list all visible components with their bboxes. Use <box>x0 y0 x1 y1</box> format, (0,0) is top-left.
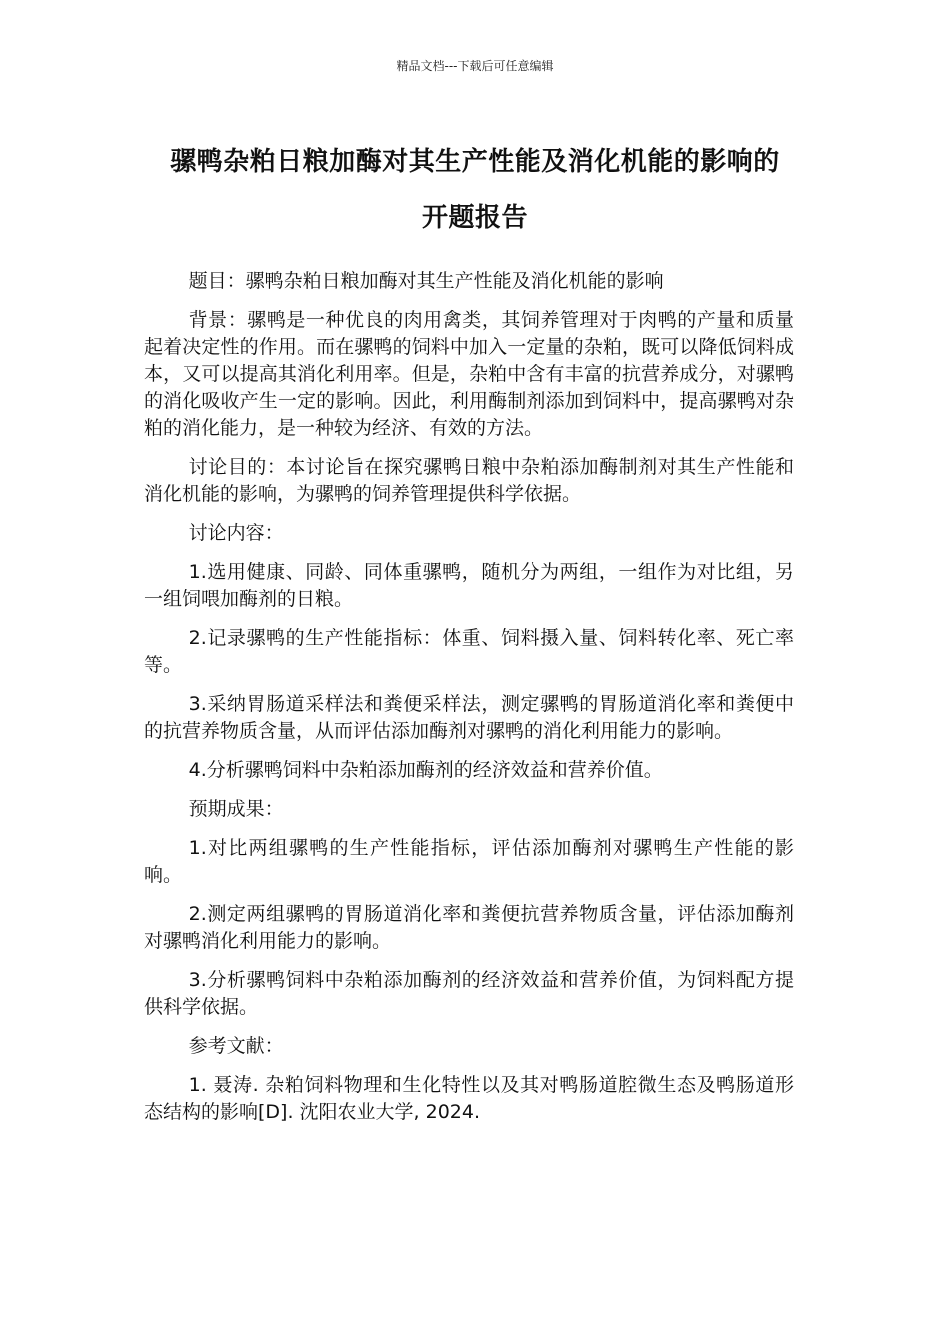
header-note: 精品文档---下载后可任意编辑 <box>396 59 554 73</box>
title-line-1: 骡鸭杂粕日粮加酶对其生产性能及消化机能的影响的 <box>170 147 780 177</box>
paragraph-content-heading: 讨论内容： <box>188 522 284 544</box>
paragraph-reference-1: 1. 聂涛. 杂粕饲料物理和生化特性以及其对鸭肠道腔微生态及鸭肠道形态结构的影响[D]. 沈阳农业大学, 2024. <box>144 1074 794 1123</box>
title-line-2: 开题报告 <box>421 203 528 233</box>
document-title <box>130 134 820 246</box>
document-body <box>144 268 794 1138</box>
paragraph-content-item-1: 1.选用健康、同龄、同体重骡鸭，随机分为两组，一组作为对比组，另一组饲喂加酶剂的日粮。 <box>144 561 794 610</box>
paragraph-results-item-2: 2.测定两组骡鸭的胃肠道消化率和粪便抗营养物质含量，评估添加酶剂对骡鸭消化利用能力的影响。 <box>144 903 794 952</box>
paragraph-results-heading: 预期成果： <box>188 798 284 820</box>
paragraph-background: 背景：骡鸭是一种优良的肉用禽类，其饲养管理对于肉鸭的产量和质量起着决定性的作用。而在骡鸭的饲料中加入一定量的杂粕，既可以降低饲料成本，又可以提高其消化利用率。但是，杂粕中含有丰富的抗营养成分，对骡鸭的消化吸收产生一定的影响。因此，利用酶制剂添加到饲料中，提高骡鸭对杂粕的消化能力，是一种较为经济、有效的方法。 <box>144 309 794 439</box>
paragraph-content-item-3: 3.采纳胃肠道采样法和粪便采样法，测定骡鸭的胃肠道消化率和粪便中的抗营养物质含量，从而评估添加酶剂对骡鸭的消化利用能力的影响。 <box>144 693 794 742</box>
paragraph-results-item-3: 3.分析骡鸭饲料中杂粕添加酶剂的经济效益和营养价值，为饲料配方提供科学依据。 <box>144 969 794 1018</box>
paragraph-references-heading: 参考文献： <box>188 1035 284 1057</box>
paragraph-results-item-1: 1.对比两组骡鸭的生产性能指标，评估添加酶剂对骡鸭生产性能的影响。 <box>144 837 794 886</box>
paragraph-topic: 题目：骡鸭杂粕日粮加酶对其生产性能及消化机能的影响 <box>188 270 664 292</box>
paragraph-purpose: 讨论目的：本讨论旨在探究骡鸭日粮中杂粕添加酶制剂对其生产性能和消化机能的影响，为骡鸭的饲养管理提供科学依据。 <box>144 456 794 505</box>
paragraph-content-item-4: 4.分析骡鸭饲料中杂粕添加酶剂的经济效益和营养价值。 <box>188 759 663 781</box>
paragraph-content-item-2: 2.记录骡鸭的生产性能指标：体重、饲料摄入量、饲料转化率、死亡率等。 <box>144 627 794 676</box>
